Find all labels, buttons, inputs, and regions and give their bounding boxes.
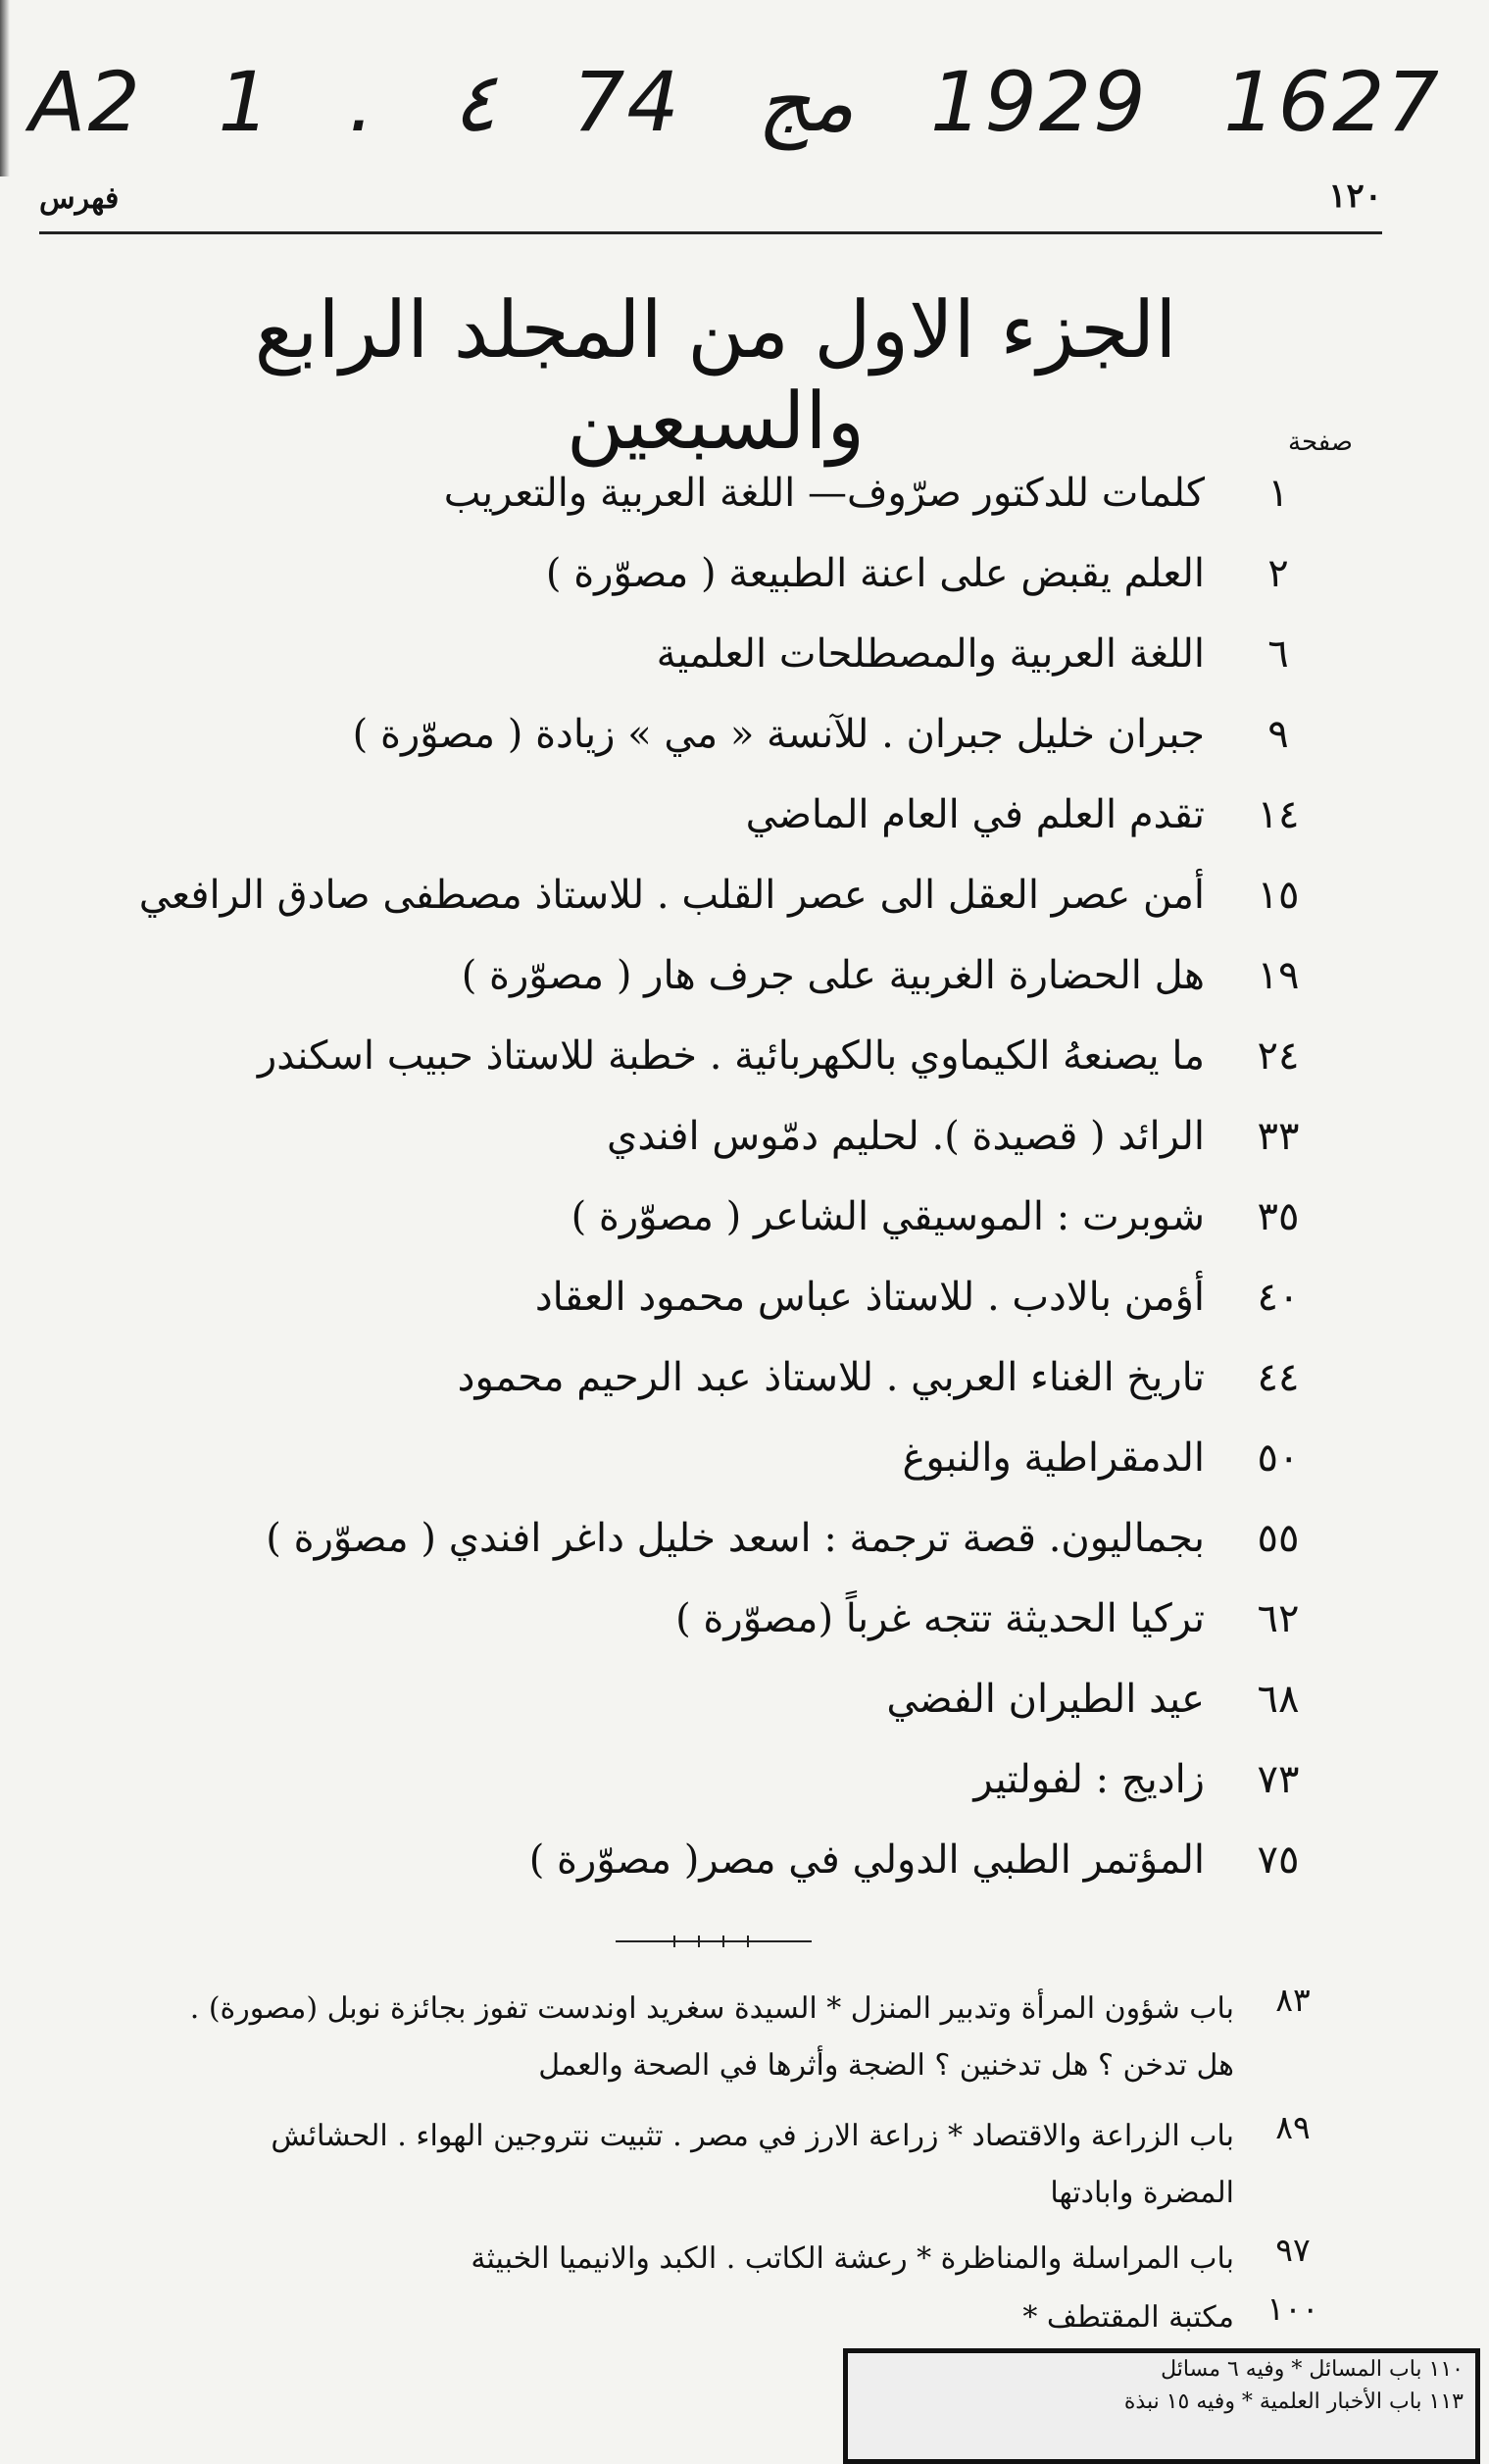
toc-title: اللغة العربية والمصطلحات العلمية	[656, 631, 1205, 677]
toc-title: هل الحضارة الغربية على جرف هار ( مصوّرة )	[461, 953, 1205, 998]
toc-page-number: ٧٥	[1257, 1837, 1300, 1883]
page-number: ١٢٠	[1328, 176, 1382, 216]
toc-title: كلمات للدكتور صرّوف— اللغة العربية والتعريب	[443, 471, 1205, 516]
toc-title: تاريخ الغناء العربي . للاستاذ عبد الرحيم محمود	[457, 1355, 1205, 1400]
toc-page-number: ٢	[1267, 551, 1289, 596]
toc-entry	[0, 1114, 1489, 1182]
toc-page-number: ٤٤	[1257, 1355, 1300, 1400]
toc-page-number: ٥٥	[1257, 1516, 1300, 1561]
running-title: فهرس	[39, 181, 120, 216]
toc-entry	[0, 873, 1489, 941]
toc-entry	[0, 1435, 1489, 1504]
toc-title: عيد الطيران الفضي	[886, 1677, 1205, 1722]
toc-title: الرائد ( قصيدة ). لحليم دمّوس افندي	[607, 1114, 1205, 1159]
toc-entry	[0, 1033, 1489, 1102]
toc-entry	[0, 792, 1489, 861]
toc-entry	[0, 1677, 1489, 1745]
toc-page-number: ٦٢	[1257, 1596, 1300, 1641]
toc-page-number: ٦٨	[1257, 1677, 1300, 1722]
toc-page-number: ٩	[1267, 712, 1289, 757]
toc-page-number: ١٩	[1257, 953, 1300, 998]
section-line: هل تدخن ؟ هل تدخنين ؟ الضجة وأثرها في الصحة والعمل	[538, 2048, 1234, 2083]
toc-entry	[0, 551, 1489, 620]
toc-title: شوبرت : الموسيقي الشاعر ( مصوّرة )	[571, 1194, 1205, 1239]
section-page-number: ٨٩	[1275, 2108, 1311, 2146]
toc-page-number: ٦	[1267, 631, 1289, 677]
section-page-number: ٩٧	[1275, 2231, 1311, 2269]
toc-page-number: ١٤	[1257, 792, 1300, 837]
section-line: باب الزراعة والاقتصاد * زراعة الارز في مصر . تثبيت نتروجين الهواء . الحشائش	[271, 2119, 1234, 2153]
toc-page-number: ٤٠	[1257, 1275, 1300, 1320]
volume-title: الجزء الاول من المجلد الرابع والسبعين	[254, 284, 1177, 467]
toc-entry	[0, 1275, 1489, 1343]
toc-entry	[0, 1516, 1489, 1584]
toc-page-number: ١٥	[1257, 873, 1300, 918]
toc-entry	[0, 1194, 1489, 1263]
toc-title: أؤمن بالادب . للاستاذ عباس محمود العقاد	[534, 1275, 1205, 1320]
toc-page-number: ٥٠	[1257, 1435, 1300, 1481]
scan-edge-shadow	[0, 0, 10, 176]
archive-code-part: 1	[218, 54, 273, 150]
toc-entry	[0, 471, 1489, 539]
toc-entry	[0, 1355, 1489, 1424]
stamp-line: ١١٣ باب الأخبار العلمية * وفيه ١٥ نبذة	[1123, 2389, 1464, 2414]
toc-page-number: ٣٣	[1257, 1114, 1300, 1159]
toc-entry	[0, 1757, 1489, 1826]
toc-title: جبران خليل جبران . للآنسة « مي » زيادة ( مصوّرة )	[352, 712, 1205, 757]
section-page-number: ١٠٠	[1266, 2289, 1319, 2328]
toc-entry	[0, 1837, 1489, 1906]
section-text	[28, 2289, 1234, 2346]
toc-title: تركيا الحديثة تتجه غرباً (مصوّرة )	[675, 1596, 1205, 1641]
running-header	[39, 176, 1382, 216]
toc-title: تقدم العلم في العام الماضي	[745, 792, 1205, 837]
handwritten-archive-code	[29, 54, 1441, 150]
toc-page-number: ٣٥	[1257, 1194, 1300, 1239]
toc-title: الدمقراطية والنبوغ	[902, 1435, 1205, 1481]
section-page-number: ٨٣	[1275, 1981, 1311, 2019]
archive-code-part: 1929	[929, 54, 1148, 150]
page-column-label: صفحة	[1288, 427, 1353, 457]
library-stamp	[843, 2348, 1480, 2464]
archive-code-part: 1627	[1223, 54, 1441, 150]
archive-code-part: A2	[29, 54, 142, 150]
section-line: باب المراسلة والمناظرة * رعشة الكاتب . الكبد والانيميا الخبيثة	[471, 2241, 1234, 2276]
archive-code-part: .	[348, 54, 376, 150]
toc-title: المؤتمر الطبي الدولي في مصر( مصوّرة )	[528, 1837, 1205, 1883]
toc-title: ما يصنعهُ الكيماوي بالكهربائية . خطبة للاستاذ حبيب اسكندر	[257, 1033, 1205, 1079]
section-text	[28, 2231, 1234, 2288]
toc-title: العلم يقبض على اعنة الطبيعة ( مصوّرة )	[545, 551, 1205, 596]
ornamental-divider	[616, 1932, 812, 1951]
section-line: مكتبة المقتطف *	[1022, 2300, 1234, 2335]
section-line: باب شؤون المرأة وتدبير المنزل * السيدة سغريد اوندست تفوز بجائزة نوبل (مصورة) .	[189, 1991, 1234, 2026]
archive-code-part: مج	[757, 54, 855, 150]
stamp-line: ١١٠ باب المسائل * وفيه ٦ مسائل	[1161, 2357, 1464, 2382]
header-rule	[39, 231, 1382, 234]
toc-page-number: ١	[1267, 471, 1289, 516]
toc-title: بجماليون. قصة ترجمة : اسعد خليل داغر افندي ( مصوّرة )	[266, 1516, 1205, 1561]
toc-entry	[0, 1596, 1489, 1665]
toc-page-number: ٧٣	[1257, 1757, 1300, 1802]
section-text	[28, 1981, 1234, 2094]
toc-entry	[0, 953, 1489, 1022]
toc-title: زاديج : لفولتير	[973, 1757, 1205, 1802]
section-text	[28, 2108, 1234, 2222]
section-line: المضرة وابادتها	[1050, 2176, 1234, 2210]
toc-entry	[0, 712, 1489, 780]
archive-code-part: 74	[571, 54, 681, 150]
toc-entry	[0, 631, 1489, 700]
toc-title: أمن عصر العقل الى عصر القلب . للاستاذ مصطفى صادق الرافعي	[138, 873, 1205, 918]
toc-page-number: ٢٤	[1257, 1033, 1300, 1079]
archive-code-part: ٤	[452, 54, 497, 150]
